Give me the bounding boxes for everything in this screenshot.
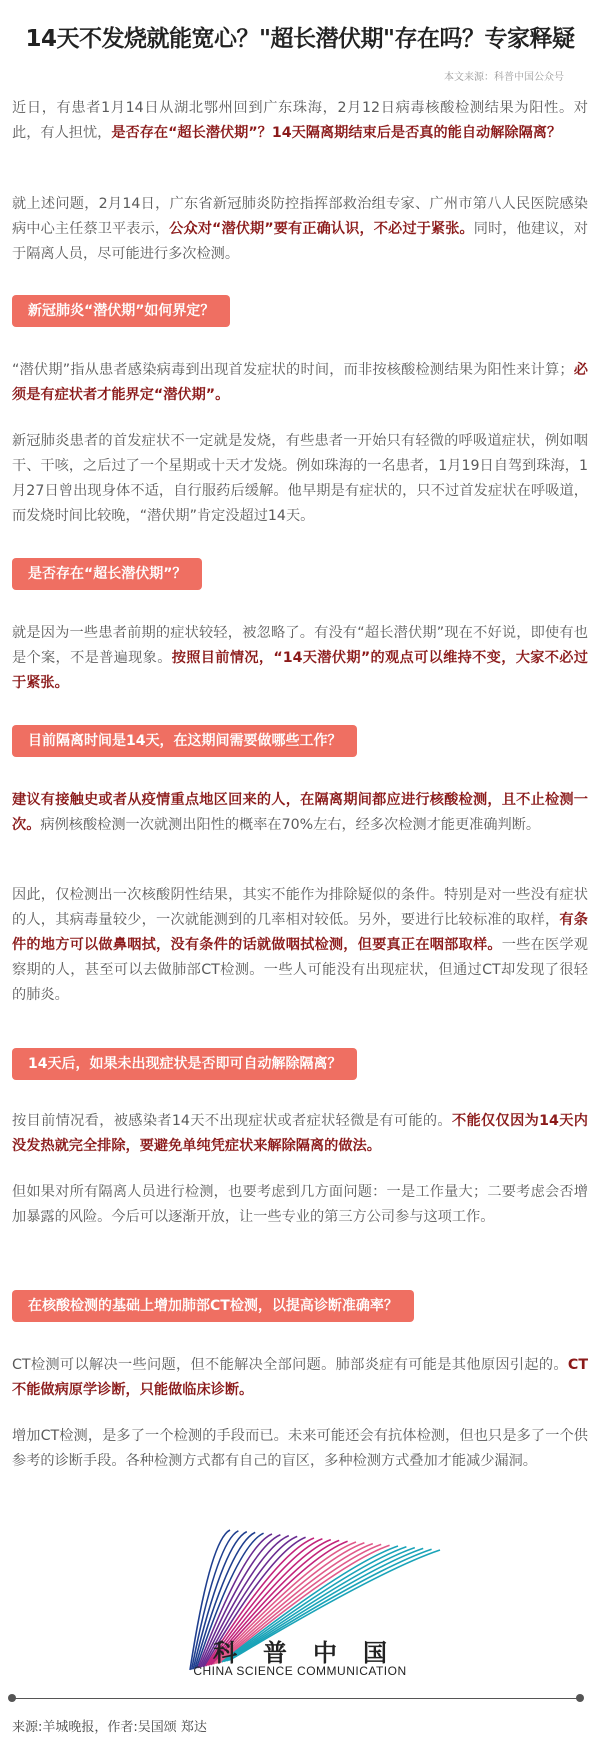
section-heading-super-long-incubation: 是否存在“超长潜伏期”？ (12, 558, 202, 590)
article-title: 14天不发烧就能宽心？"超长潜伏期"存在吗？专家释疑 (25, 26, 575, 52)
divider-dot-left (8, 1694, 16, 1702)
paragraph: 按目前情况看，被感染者14天不出现症状或者症状轻微是有可能的。不能仅仅因为14天内没发热就完全排除，要避免单纯凭症状来解除隔离的做法。 (12, 1113, 588, 1154)
footer-credit: 来源:羊城晚报，作者:吴国颂 郑达 (12, 1720, 207, 1735)
section-heading-quarantine-work: 目前隔离时间是14天，在这期间需要做哪些工作？ (12, 725, 357, 757)
divider-dot-right (576, 1694, 584, 1702)
paragraph: “潜伏期”指从患者感染病毒到出现首发症状的时间，而非按核酸检测结果为阳性来计算；必须是有症状者才能界定“潜伏期”。 (12, 362, 588, 403)
paragraph: 近日，有患者1月14日从湖北鄂州回到广东珠海，2月12日病毒核酸检测结果为阳性。对此，有人担忧，是否存在“超长潜伏期”？14天隔离期结束后是否真的能自动解除隔离？ (12, 100, 588, 141)
paragraph: 增加CT检测，是多了一个检测的手段而已。未来可能还会有抗体检测，但也只是多了一个供参考的诊断手段。各种检测方式都有自己的盲区，多种检测方式叠加才能减少漏洞。 (12, 1428, 588, 1469)
paragraph: CT检测可以解决一些问题，但不能解决全部问题。肺部炎症有可能是其他原因引起的。CT不能做病原学诊断，只能做临床诊断。 (12, 1357, 588, 1398)
paragraph: 新冠肺炎患者的首发症状不一定就是发烧，有些患者一开始只有轻微的呼吸道症状，例如咽干、干咳，之后过了一个星期或十天才发烧。例如珠海的一名患者，1月19日自驾到珠海，1月27日曾出现身体不适，自行服药后缓解。他早期是有症状的，只不过首发症状在呼吸道，而发烧时间比较晚，“潜伏期”肯定没超过14天。 (12, 433, 588, 524)
section-heading-auto-release: 14天后，如果未出现症状是否即可自动解除隔离？ (12, 1048, 357, 1080)
paragraph: 因此，仅检测出一次核酸阴性结果，其实不能作为排除疑似的条件。特别是对一些没有症状的人，其病毒量较少，一次就能测到的几率相对较低。另外，要进行比较标准的取样，有条件的地方可以做鼻咽拭，没有条件的话就做咽拭检测，但要真正在咽部取样。一些在医学观察期的人，甚至可以去做肺部CT检测。一些人可能没有出现症状，但通过CT却发现了很轻的肺炎。 (12, 887, 588, 1003)
footer-divider (12, 1698, 580, 1699)
article-source: 本文来源：科普中国公众号 (444, 72, 564, 83)
paragraph: 但如果对所有隔离人员进行检测，也要考虑到几方面问题：一是工作量大；二要考虑会否增加暴露的风险。今后可以逐渐开放，让一些专业的第三方公司参与这项工作。 (12, 1184, 588, 1225)
logo-name-chinese: 科普中国 (213, 1639, 413, 1667)
section-heading-ct-detection: 在核酸检测的基础上增加肺部CT检测，以提高诊断准确率？ (12, 1290, 414, 1322)
paragraph: 就上述问题，2月14日，广东省新冠肺炎防控指挥部救治组专家、广州市第八人民医院感染病中心主任蔡卫平表示，公众对“潜伏期”要有正确认识，不必过于紧张。同时，他建议，对于隔离人员，尽可能进行多次检测。 (12, 196, 588, 262)
paragraph: 就是因为一些患者前期的症状较轻，被忽略了。有没有“超长潜伏期”现在不好说，即使有也是个案，不是普遍现象。按照目前情况，“14天潜伏期”的观点可以维持不变，大家不必过于紧张。 (12, 625, 588, 691)
section-heading-incubation-definition: 新冠肺炎“潜伏期”如何界定？ (12, 295, 230, 327)
paragraph: 建议有接触史或者从疫情重点地区回来的人，在隔离期间都应进行核酸检测，且不止检测一次。病例核酸检测一次就测出阳性的概率在70%左右，经多次检测才能更准确判断。 (12, 792, 588, 833)
logo-name-english: CHINA SCIENCE COMMUNICATION (193, 1664, 407, 1678)
